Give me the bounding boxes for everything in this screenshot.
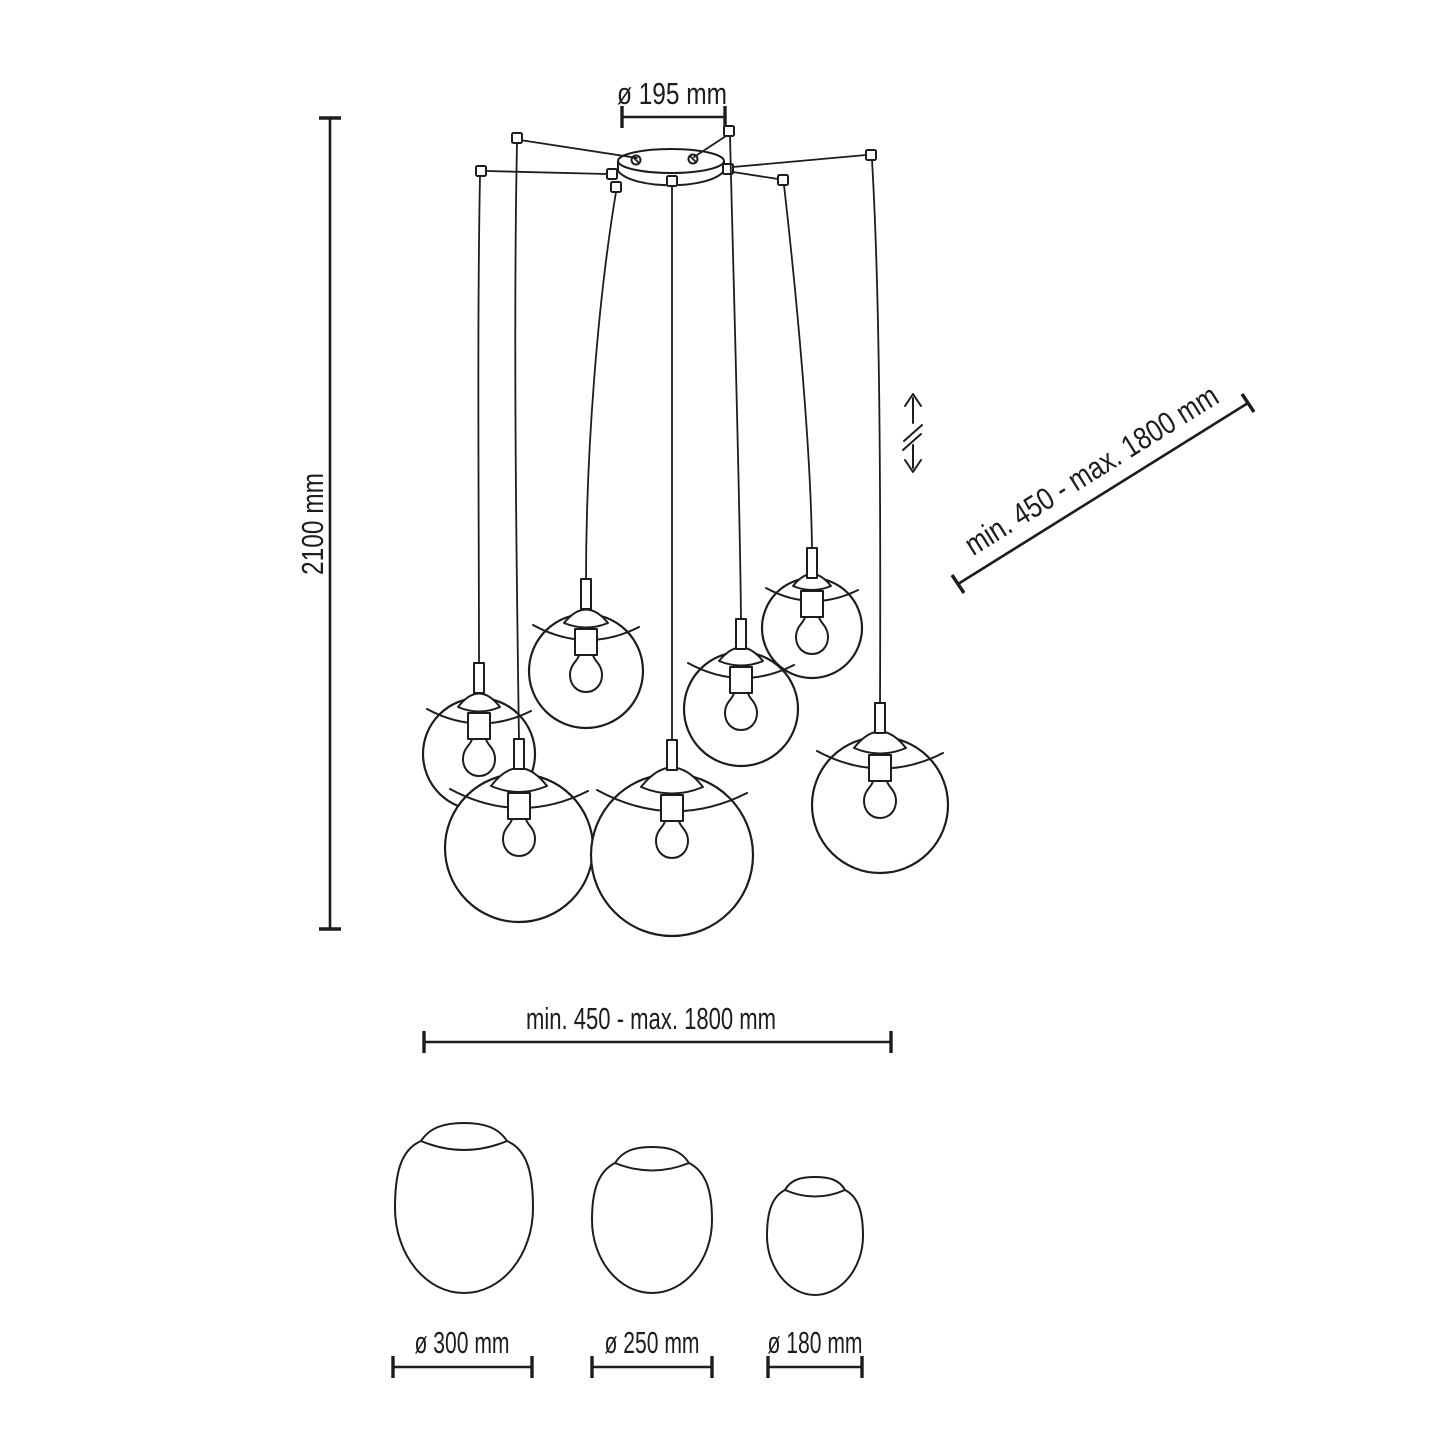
dimension-line [958,403,1248,584]
shade-outline [592,1163,712,1293]
cord-anchor [866,150,876,160]
bulb-socket [869,755,891,781]
globe-cap [854,732,906,754]
shade-size-300 [393,1123,533,1378]
spread-label: min. 450 - max. 1800 mm [526,1001,776,1036]
wire [486,171,607,174]
shade-size-label: ø 250 mm [604,1325,700,1360]
cord-anchor [667,176,677,186]
cord-stem [581,579,591,609]
glass-opening-line [615,1163,689,1171]
cord-stem [736,619,746,649]
pendant-cord [515,143,519,741]
globe-cap [719,648,763,666]
bulb-socket [575,629,597,655]
pendant-cord [872,160,880,705]
wire [733,155,866,167]
dimension-tick [1242,394,1254,412]
cord-stem [807,548,817,578]
canopy-diameter-label: ø 195 mm [617,76,727,111]
glass-opening-line [421,1141,507,1150]
dimension-tick [952,575,964,593]
shade-size-250 [592,1147,712,1378]
cord-stem [667,740,677,770]
bulb-socket [661,795,683,821]
cord-stem [514,739,524,769]
pendant-cord [730,136,741,621]
pendant-globe [529,610,643,729]
cord-anchor [512,133,522,143]
fixture-height-dimension [295,118,341,929]
pendant-cord [784,185,812,550]
bulb-socket [801,591,823,617]
wire [733,172,778,179]
pendant-globe [762,574,862,678]
shade-cap-dome [615,1147,689,1163]
pendant-cord [478,176,480,665]
cord-anchor [724,126,734,136]
shade-size-label: ø 180 mm [767,1325,863,1360]
cord-adjust-dimension [952,346,1275,593]
canopy-diameter-dimension [617,76,727,128]
shade-cap-dome [421,1123,507,1141]
shade-size-label: ø 300 mm [414,1325,510,1360]
cord-stem [875,703,885,733]
canopy-top-face [618,149,724,173]
cord-anchor [778,175,788,185]
wire [520,140,637,158]
height-adjustable-arrow-icon [903,394,922,472]
fixture-height-label: 2100 mm [295,445,330,575]
shade-outline [767,1190,863,1295]
spread-dimension [424,1001,891,1053]
globe-cap [564,610,608,628]
globe-cap [458,694,500,712]
cord-anchor [607,169,617,179]
pendant-globe [812,732,948,874]
cord-stem [474,663,484,693]
shade-outline [395,1141,533,1293]
glass-opening-line [785,1190,845,1197]
shade-size-180 [767,1177,863,1378]
shade-cap-dome [785,1177,845,1190]
cord-anchor [476,166,486,176]
cord-anchor [611,182,621,192]
globe-cap [641,768,703,794]
bulb-socket [468,713,490,739]
pendant-globe [591,768,753,937]
pendant-cord [586,192,616,581]
bulb-socket [730,667,752,693]
cord-adjust-label: min. 450 - max. 1800 mm [958,346,1275,563]
bulb-socket [508,793,530,819]
